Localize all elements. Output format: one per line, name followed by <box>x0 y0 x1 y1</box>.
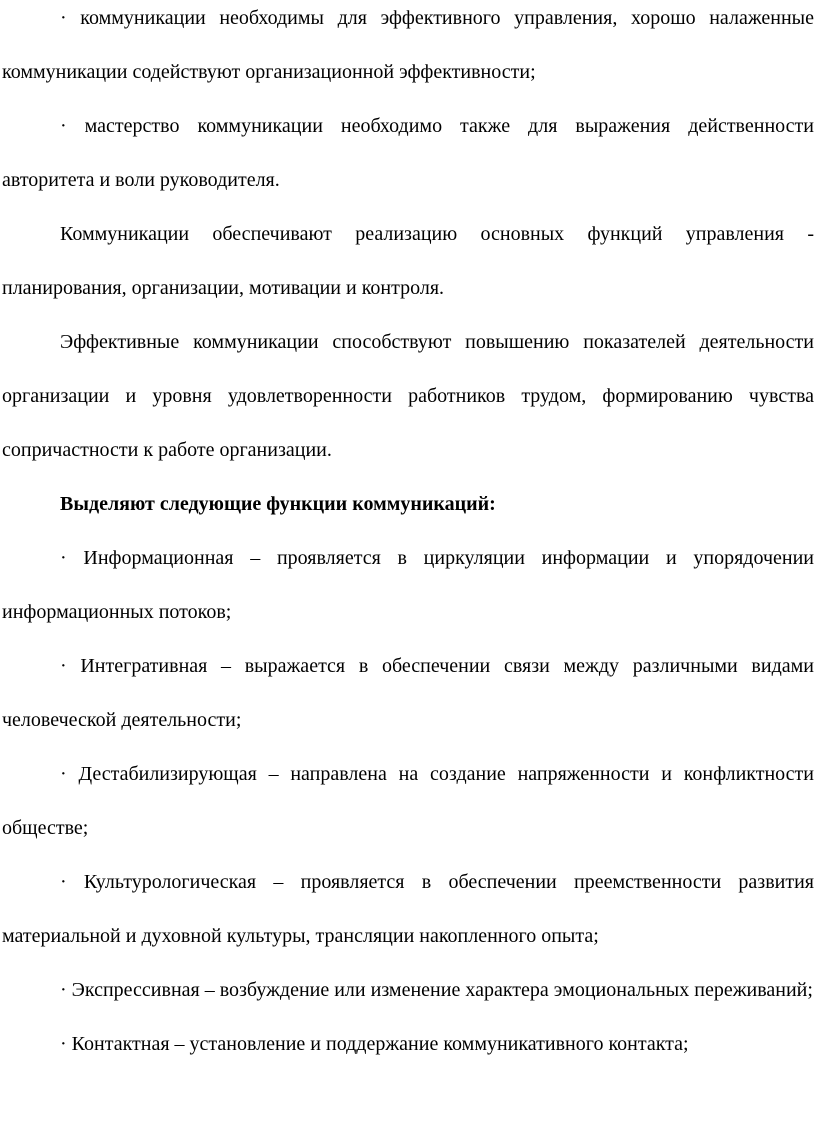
function-item-destabilizing: · Дестабилизирующая – направлена на создание напряженности и конфликтности обществе; <box>2 763 814 839</box>
function-item-expressive: · Экспрессивная – возбуждение или изменение характера эмоциональных переживаний; <box>60 979 813 1001</box>
function-item-contact: · Контактная – установление и поддержание коммуникативного контакта; <box>60 1033 689 1055</box>
function-item-culturological: · Культурологическая – проявляется в обеспечении преемственности развития материальной и духовной культуры, трансляции накопленного опыта; <box>2 871 814 947</box>
paragraph-management-functions: Коммуникации обеспечивают реализацию основных функций управления - планирования, организации, мотивации и контроля. <box>2 223 814 299</box>
bullet-communications-necessary: · коммуникации необходимы для эффективного управления, хорошо налаженные коммуникации содействуют организационной эффективности; <box>2 7 814 83</box>
paragraph-effective-communications: Эффективные коммуникации способствуют повышению показателей деятельности организации и уровня удовлетворенности работников трудом, формированию чувства сопричастности к работе организации. <box>2 331 814 461</box>
bullet-communication-mastery: · мастерство коммуникации необходимо также для выражения действенности авторитета и воли руководителя. <box>2 115 814 191</box>
section-heading-functions: Выделяют следующие функции коммуникаций: <box>60 493 496 515</box>
function-item-informational: · Информационная – проявляется в циркуляции информации и упорядочении информационных потоков; <box>2 547 814 623</box>
function-item-integrative: · Интегративная – выражается в обеспечении связи между различными видами человеческой деятельности; <box>2 655 814 731</box>
